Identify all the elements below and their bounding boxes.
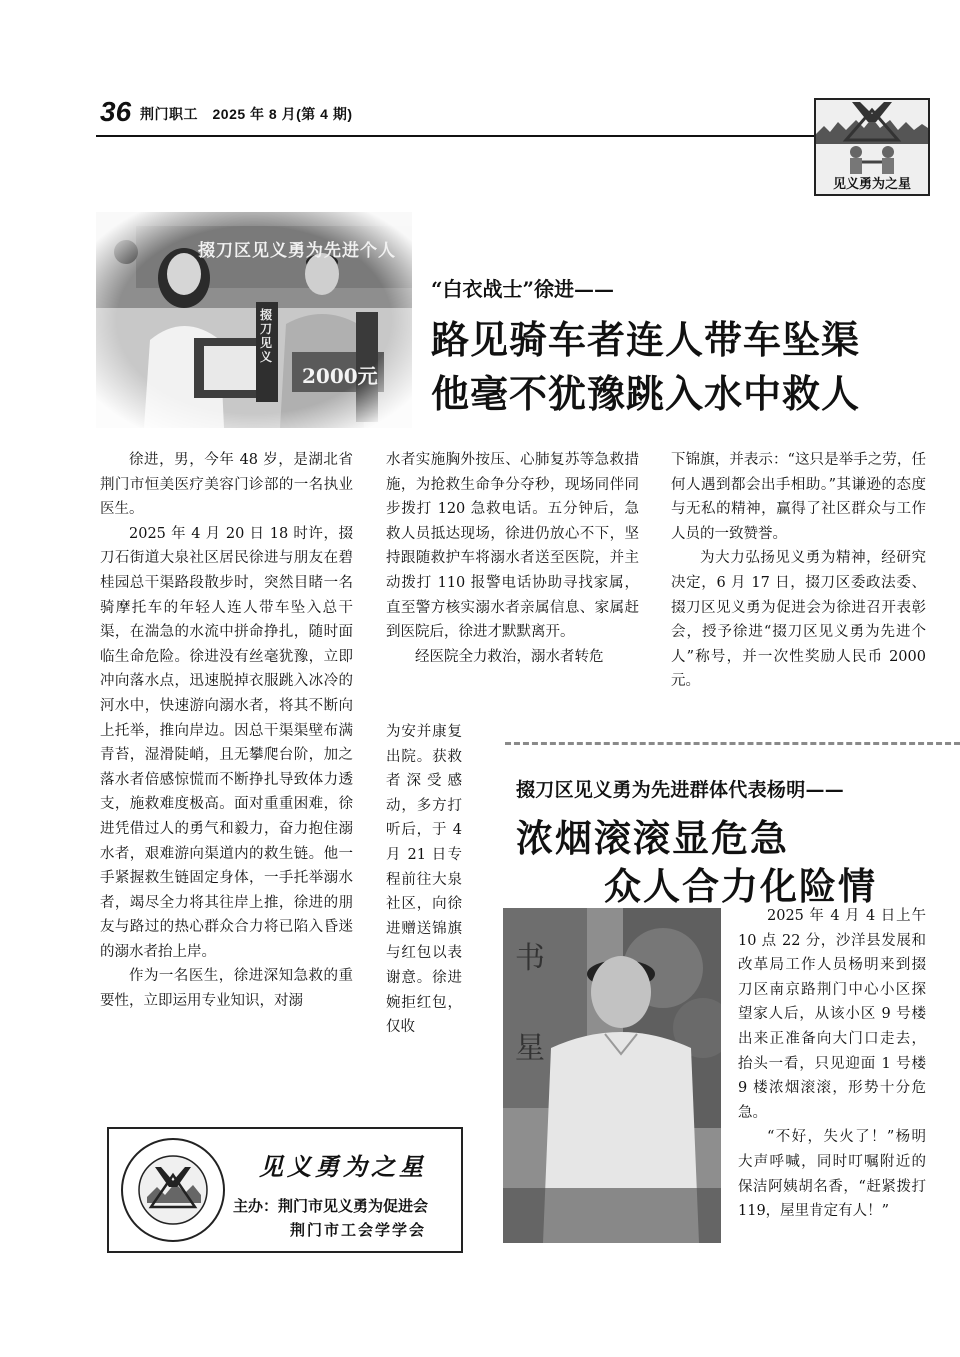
association-seal-icon — [119, 1137, 227, 1243]
article1-column-3 — [671, 448, 926, 694]
paragraph: 为安并康复出院。获救者深受感动，多方打听后，于 4 月 21 日专程前往大泉社区，向徐进赠送锦旗与红包以表谢意。徐进婉拒红包，仅收 — [386, 724, 462, 1036]
issue-meta: 荆门职工 2025 年 8 月(第 4 期) — [140, 106, 353, 122]
paragraph: 经医院全力救治，溺水者转危 — [415, 648, 604, 665]
page-number: 36 — [100, 96, 132, 127]
header-rule — [96, 135, 814, 137]
article2-kicker: 掇刀区见义勇为先进群体代表杨明—— — [516, 779, 845, 801]
paragraph: 徐进，男，今年 48 岁，是湖北省荆门市恒美医疗美容门诊部的一名执业医生。 — [100, 452, 353, 518]
article1-column-2 — [386, 448, 639, 669]
paragraph: 下锦旗，并表示：“这只是举手之劳，任何人遇到都会出手相助。”其谦逊的态度与无私的精神，赢得了社区群众与工作人员的一致赞誉。 — [671, 452, 926, 542]
paragraph: 作为一名医生，徐进深知急救的重要性，立即运用专业知识，对溺 — [100, 968, 353, 1010]
box-title: 见义勇为之星 — [259, 1152, 427, 1181]
box-host-line: 主办：荆门市见义勇为促进会 — [233, 1198, 429, 1215]
paragraph: “不好，失火了！”杨明大声呼喊，同时叮嘱附近的保洁阿姨胡名香，“赶紧拨打 119，屋里肯定有人！” — [738, 1129, 926, 1220]
article2-headline-line1: 浓烟滚滚显危急 — [516, 817, 789, 860]
banner-text: 掇刀区见义勇为先进个人 — [198, 241, 396, 261]
article1-column-1 — [100, 448, 353, 1014]
paragraph: 为大力弘扬见义勇为精神，经研究决定，6 月 17 日，掇刀区委政法委、掇刀区见义勇为促进会为徐进召开表彰会，授予徐进“掇刀区见义勇为先进个人”称号，并一次性奖励人民币 2000 元。 — [671, 550, 926, 690]
article1-kicker: “白衣战士”徐进—— — [431, 277, 615, 301]
article1-headline-line1: 路见骑车者连人带车坠渠 — [431, 318, 861, 362]
svg-text:书: 书 — [515, 941, 545, 976]
svg-text:星: 星 — [515, 1031, 545, 1066]
column-badge — [814, 98, 930, 196]
article2-body — [738, 904, 926, 1224]
check-text: 2000元 — [302, 364, 378, 388]
paragraph: 2025 年 4 月 20 日 18 时许，掇刀石街道大泉社区居民徐进与朋友在碧桂园总干渠路段散步时，突然目睹一名骑摩托车的年轻人连人带车坠入总干渠，在湍急的水流中拼命挣扎，随时面临生命危险。徐进没有丝毫犹豫，立即冲向落水点，迅速脱掉衣服跳入冰冷的河水中，快速游向溺水者，将其不断向上托举，推向岸边。因总干渠渠壁布满青苔，湿滑陡峭，且无攀爬台阶，加之落水者倍感惊慌而不断挣扎导致体力透支，施救难度极高。面对重重困难，徐进凭借过人的勇气和毅力，奋力抱住溺水者，艰难游向渠道内的救生链。他一手紧握救生链固定身体，一手托举溺水者，竭尽全力将其往岸上推，徐进的朋友与路过的热心群众合力将已陷入昏迷的溺水者抬上岸。 — [100, 525, 353, 960]
plaque-text: 掇刀见义 — [260, 308, 273, 364]
article1-column-2-narrow — [386, 720, 462, 1040]
paragraph: 水者实施胸外按压、心肺复苏等急救措施，为抢救生命争分夺秒，现场同伴同步拨打 120 急救电话。五分钟后，急救人员抵达现场，徐进仍放心不下，坚持跟随救护车将溺水者送至医院，并主动拨打 110 报警电话协助寻找家属，直至警方核实溺水者亲属信息、家属赶到医院后，徐进才默默离开。 — [386, 452, 639, 641]
award-photo — [96, 212, 412, 428]
column-info-box — [107, 1127, 463, 1253]
box-org-line: 荆门市工会学学会 — [290, 1222, 427, 1239]
portrait-photo — [503, 908, 721, 1243]
badge-label: 见义勇为之星 — [832, 176, 911, 191]
section-divider — [505, 742, 960, 745]
paragraph: 2025 年 4 月 4 日上午 10 点 22 分，沙洋县发展和改革局工作人员杨明来到掇刀区南京路荆门中心小区探望家人后，从该小区 9 号楼出来正准备向大门口走去，抬头一看，只见迎面 1 号楼 9 楼浓烟滚滚，形势十分危急。 — [738, 908, 926, 1121]
article1-headline-line2: 他毫不犹豫跳入水中救人 — [431, 372, 861, 416]
article2-headline-line2: 众人合力化险情 — [604, 865, 877, 908]
